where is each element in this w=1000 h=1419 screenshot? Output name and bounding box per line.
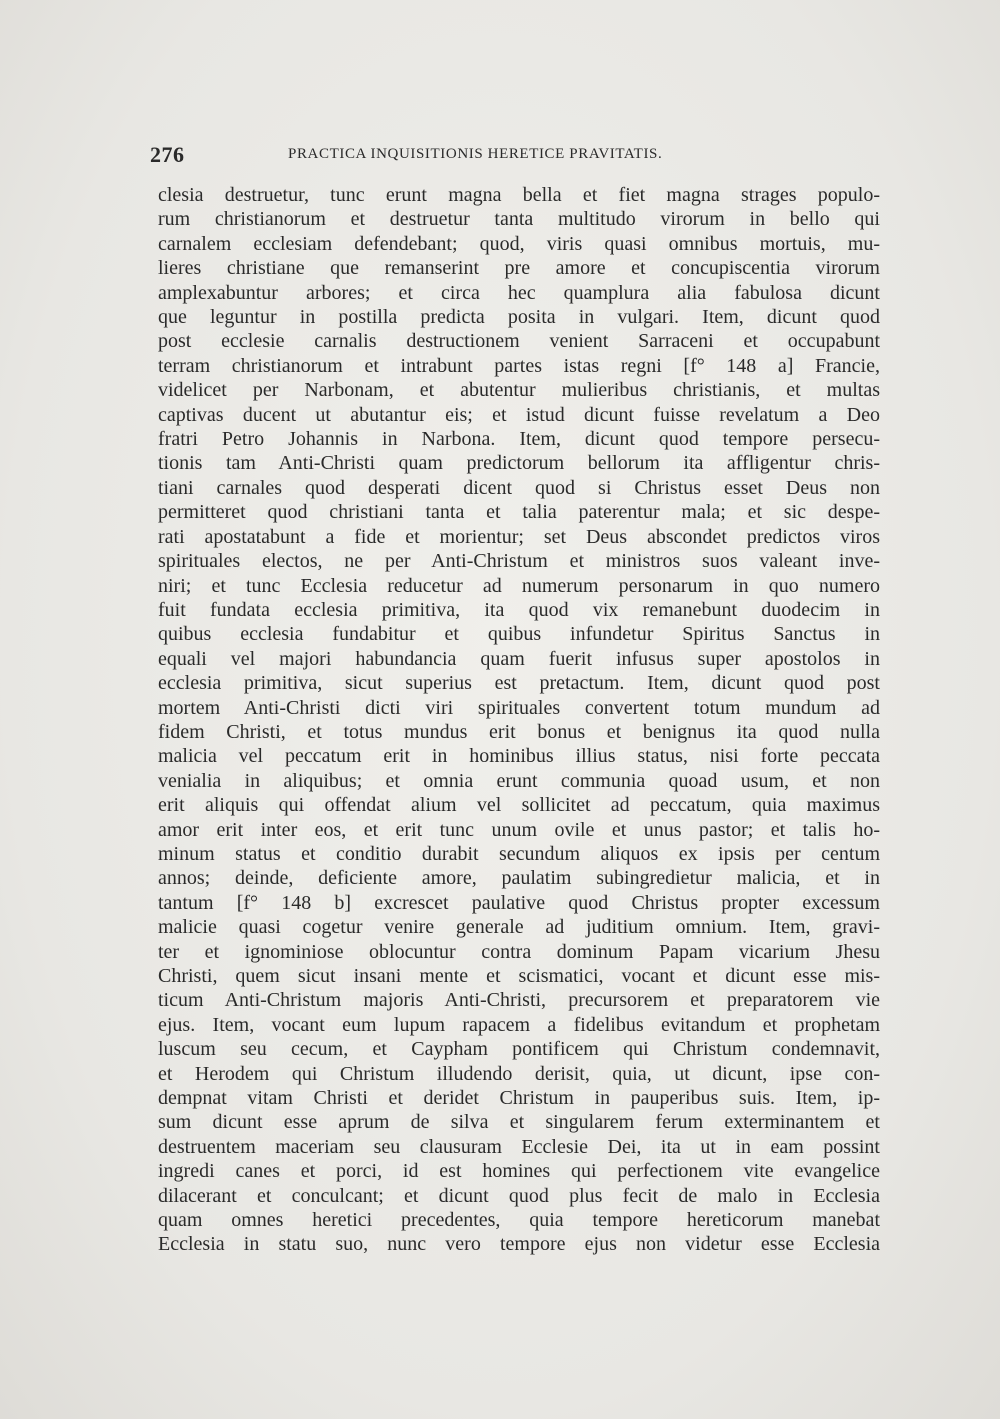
text-line: post ecclesie carnalis destructionem venient Sarraceni et occupabunt xyxy=(158,330,880,353)
text-line: dilacerant et conculcant; et dicunt quod plus fecit de malo in Ecclesia xyxy=(158,1184,880,1207)
text-line: tiani carnales quod desperati dicent quod si Christus esset Deus non xyxy=(158,476,880,499)
text-line: lieres christiane que remanserint pre amore et concupiscentia virorum xyxy=(158,257,880,280)
running-title: PRACTICA INQUISITIONIS HERETICE PRAVITATIS. xyxy=(288,146,663,162)
text-line: rati apostatabunt a fide et morientur; set Deus abscondet predictos viros xyxy=(158,525,880,548)
text-line: Christi, quem sicut insani mente et scismatici, vocant et dicunt esse mis- xyxy=(158,965,880,987)
text-line: mortem Anti-Christi dicti viri spirituales convertent totum mundum ad xyxy=(158,696,880,719)
text-line: Ecclesia in statu suo, nunc vero tempore ejus non videtur esse Ecclesia xyxy=(158,1233,880,1256)
text-line: que leguntur in postilla predicta posita in vulgari. Item, dicunt quod xyxy=(158,306,880,329)
text-line: equali vel majori habundancia quam fuerit infusus super apostolos in xyxy=(158,647,880,670)
text-line: clesia destruetur, tunc erunt magna bella et fiet magna strages populo- xyxy=(158,184,880,206)
text-line: sum dicunt esse aprum de silva et singularem ferum exterminantem et xyxy=(158,1111,880,1134)
text-line: ingredi canes et porci, id est homines qui perfectionem vite evangelice xyxy=(158,1160,880,1183)
text-line: malicia vel peccatum erit in hominibus illius status, nisi forte peccata xyxy=(158,745,880,768)
text-line: venialia in aliquibus; et omnia erunt communia quoad usum, et non xyxy=(158,769,880,792)
text-line: carnalem ecclesiam defendebant; quod, viris quasi omnibus mortuis, mu- xyxy=(158,232,880,255)
text-line: luscum seu cecum, et Caypham pontificem qui Christum condemnavit, xyxy=(158,1038,880,1061)
page-number: 276 xyxy=(150,142,185,167)
running-head xyxy=(150,142,880,170)
text-line: annos; deinde, deficiente amore, paulatim subingredietur malicia, et in xyxy=(158,867,880,890)
text-line: terram christianorum et intrabunt partes istas regni [f° 148 a] Francie, xyxy=(158,354,880,377)
text-line: et Herodem qui Christum illudendo derisit, quia, ut dicunt, ipse con- xyxy=(158,1062,880,1085)
text-line: quibus ecclesia fundabitur et quibus infundetur Spiritus Sanctus in xyxy=(158,623,880,646)
text-line: fidem Christi, et totus mundus erit bonus et benignus ita quod nulla xyxy=(158,720,880,743)
text-line: ter et ignominiose oblocuntur contra dominum Papam vicarium Jhesu xyxy=(158,940,880,963)
text-line: quam omnes heretici precedentes, quia tempore hereticorum manebat xyxy=(158,1209,880,1232)
text-line: spirituales electos, ne per Anti-Christum et ministros suos valeant inve- xyxy=(158,550,880,573)
text-line: fratri Petro Johannis in Narbona. Item, dicunt quod tempore persecu- xyxy=(158,428,880,451)
text-line: erit aliquis qui offendat alium vel sollicitet ad peccatum, quia maximus xyxy=(158,794,880,817)
text-line: ecclesia primitiva, sicut superius est pretactum. Item, dicunt quod post xyxy=(158,672,880,695)
text-line: ejus. Item, vocant eum lupum rapacem a fidelibus evitandum et prophetam xyxy=(158,1013,880,1036)
body-text xyxy=(158,183,880,1257)
text-line: amplexabuntur arbores; et circa hec quamplura alia fabulosa dicunt xyxy=(158,281,880,304)
text-line: videlicet per Narbonam, et abutentur mulieribus christianis, et multas xyxy=(158,379,880,402)
text-line: dempnat vitam Christi et deridet Christum in pauperibus suis. Item, ip- xyxy=(158,1087,880,1110)
text-line: ticum Anti-Christum majoris Anti-Christi, precursorem et preparatorem vie xyxy=(158,989,880,1012)
text-line: tantum [f° 148 b] excrescet paulative quod Christus propter excessum xyxy=(158,891,880,914)
text-line: destruentem maceriam seu clausuram Ecclesie Dei, ita ut in eam possint xyxy=(158,1135,880,1158)
text-line: amor erit inter eos, et erit tunc unum ovile et unus pastor; et talis ho- xyxy=(158,818,880,841)
text-line: fuit fundata ecclesia primitiva, ita quod vix remanebunt duodecim in xyxy=(158,598,880,621)
text-line: captivas ducent ut abutantur eis; et istud dicunt fuisse revelatum a Deo xyxy=(158,403,880,426)
text-line: minum status et conditio durabit secundum aliquos ex ipsis per centum xyxy=(158,842,880,865)
text-line: tionis tam Anti-Christi quam predictorum bellorum ita affligentur chris- xyxy=(158,452,880,475)
text-line: permitteret quod christiani tanta et talia paterentur mala; et sic despe- xyxy=(158,501,880,524)
text-line: malicie quasi cogetur venire generale ad juditium omnium. Item, gravi- xyxy=(158,916,880,939)
text-line: niri; et tunc Ecclesia reducetur ad numerum personarum in quo numero xyxy=(158,574,880,597)
text-line: rum christianorum et destruetur tanta multitudo virorum in bello qui xyxy=(158,208,880,231)
